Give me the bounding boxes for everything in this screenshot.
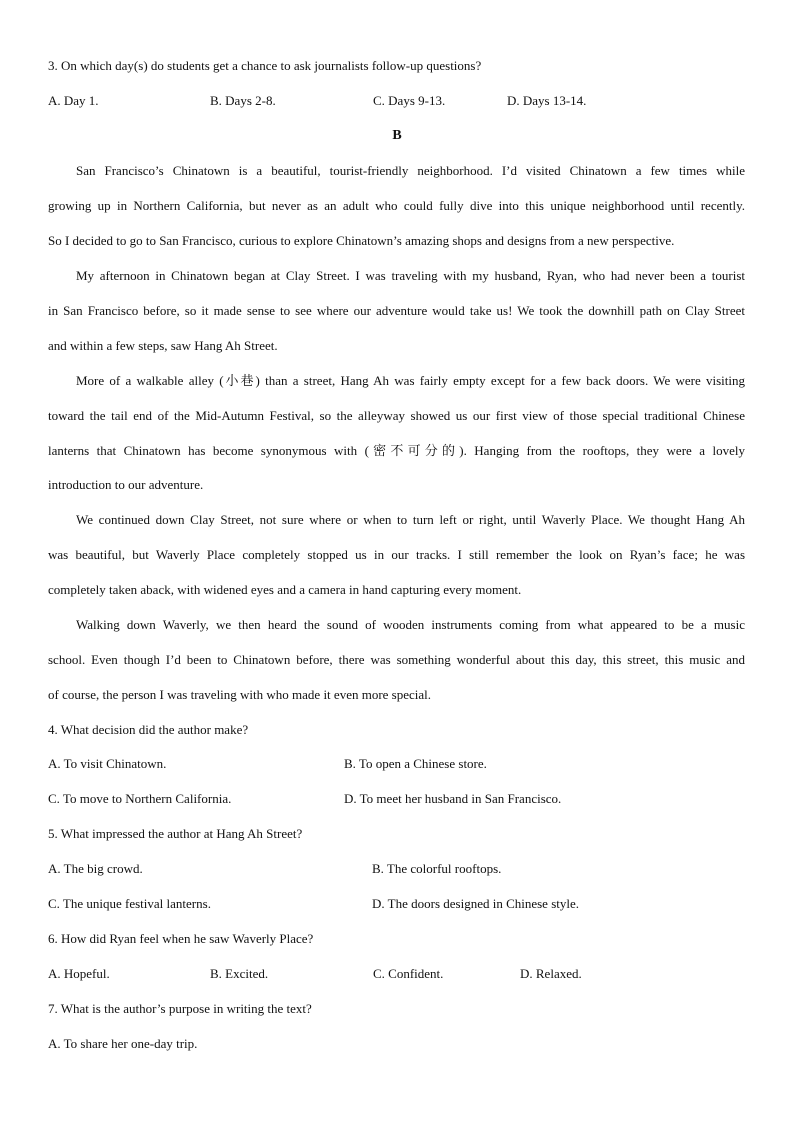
question-5-stem: 5. What impressed the author at Hang Ah Street?	[48, 826, 303, 841]
question-5-option-b: B. The colorful rooftops.	[372, 861, 502, 876]
passage-line: was beautiful, but Waverly Place completely stopped us in our tracks. I still remember the look on Ryan’s face; he was	[48, 547, 745, 562]
question-5-option-d: D. The doors designed in Chinese style.	[372, 896, 580, 911]
question-7-stem: 7. What is the author’s purpose in writing the text?	[48, 1001, 312, 1016]
passage-line: More of a walkable alley (小巷) than a street, Hang Ah was fairly empty except for a few back doors. We were visiting	[76, 373, 745, 388]
question-7-option-a: A. To share her one-day trip.	[48, 1036, 198, 1051]
passage-line: So I decided to go to San Francisco, curious to explore Chinatown’s amazing shops and designs from a new perspective.	[48, 233, 675, 248]
question-6-option-b: B. Excited.	[210, 966, 269, 981]
question-6-option-a: A. Hopeful.	[48, 966, 110, 981]
question-3-stem: 3. On which day(s) do students get a chance to ask journalists follow-up questions?	[48, 58, 482, 73]
passage-line: completely taken aback, with widened eyes and a camera in hand capturing every moment.	[48, 582, 522, 597]
question-3-option-a: A. Day 1.	[48, 93, 99, 108]
passage-line: We continued down Clay Street, not sure where or when to turn left or right, until Waverly Place. We thought Hang Ah	[76, 512, 745, 527]
question-5-option-a: A. The big crowd.	[48, 861, 143, 876]
section-heading: B	[392, 128, 402, 143]
question-6-stem: 6. How did Ryan feel when he saw Waverly Place?	[48, 931, 314, 946]
question-4-option-d: D. To meet her husband in San Francisco.	[344, 791, 562, 806]
question-4-option-b: B. To open a Chinese store.	[344, 756, 487, 771]
question-3-option-b: B. Days 2-8.	[210, 93, 276, 108]
question-4-option-a: A. To visit Chinatown.	[48, 756, 167, 771]
passage-line: Walking down Waverly, we then heard the sound of wooden instruments coming from what appeared to be a music	[76, 617, 745, 632]
question-4-stem: 4. What decision did the author make?	[48, 722, 249, 737]
question-4-option-c: C. To move to Northern California.	[48, 791, 232, 806]
passage-line: lanterns that Chinatown has become synonymous with (密不可分的). Hanging from the rooftops, they were a lovely	[48, 443, 745, 458]
passage-line: school. Even though I’d been to Chinatown before, there was something wonderful about this day, this street, this music and	[48, 652, 745, 667]
question-3-option-c: C. Days 9-13.	[373, 93, 446, 108]
passage-line: and within a few steps, saw Hang Ah Street.	[48, 338, 278, 353]
question-5-option-c: C. The unique festival lanterns.	[48, 896, 211, 911]
question-6-option-c: C. Confident.	[373, 966, 444, 981]
passage-line: growing up in Northern California, but never as an adult who could fully dive into this unique neighborhood until recently.	[48, 198, 745, 213]
passage-line: in San Francisco before, so it made sense to see where our adventure would take us! We took the downhill path on Clay Street	[48, 303, 745, 318]
passage-line: introduction to our adventure.	[48, 477, 204, 492]
passage-line: My afternoon in Chinatown began at Clay Street. I was traveling with my husband, Ryan, who had never been a tourist	[76, 268, 745, 283]
passage-line: toward the tail end of the Mid-Autumn Festival, so the alleyway showed us our first view of those special traditional Chinese	[48, 408, 745, 423]
question-6-option-d: D. Relaxed.	[520, 966, 582, 981]
passage-line: San Francisco’s Chinatown is a beautiful, tourist-friendly neighborhood. I’d visited Chinatown a few times while	[76, 163, 745, 178]
question-3-option-d: D. Days 13-14.	[507, 93, 587, 108]
passage-line: of course, the person I was traveling with who made it even more special.	[48, 687, 432, 702]
